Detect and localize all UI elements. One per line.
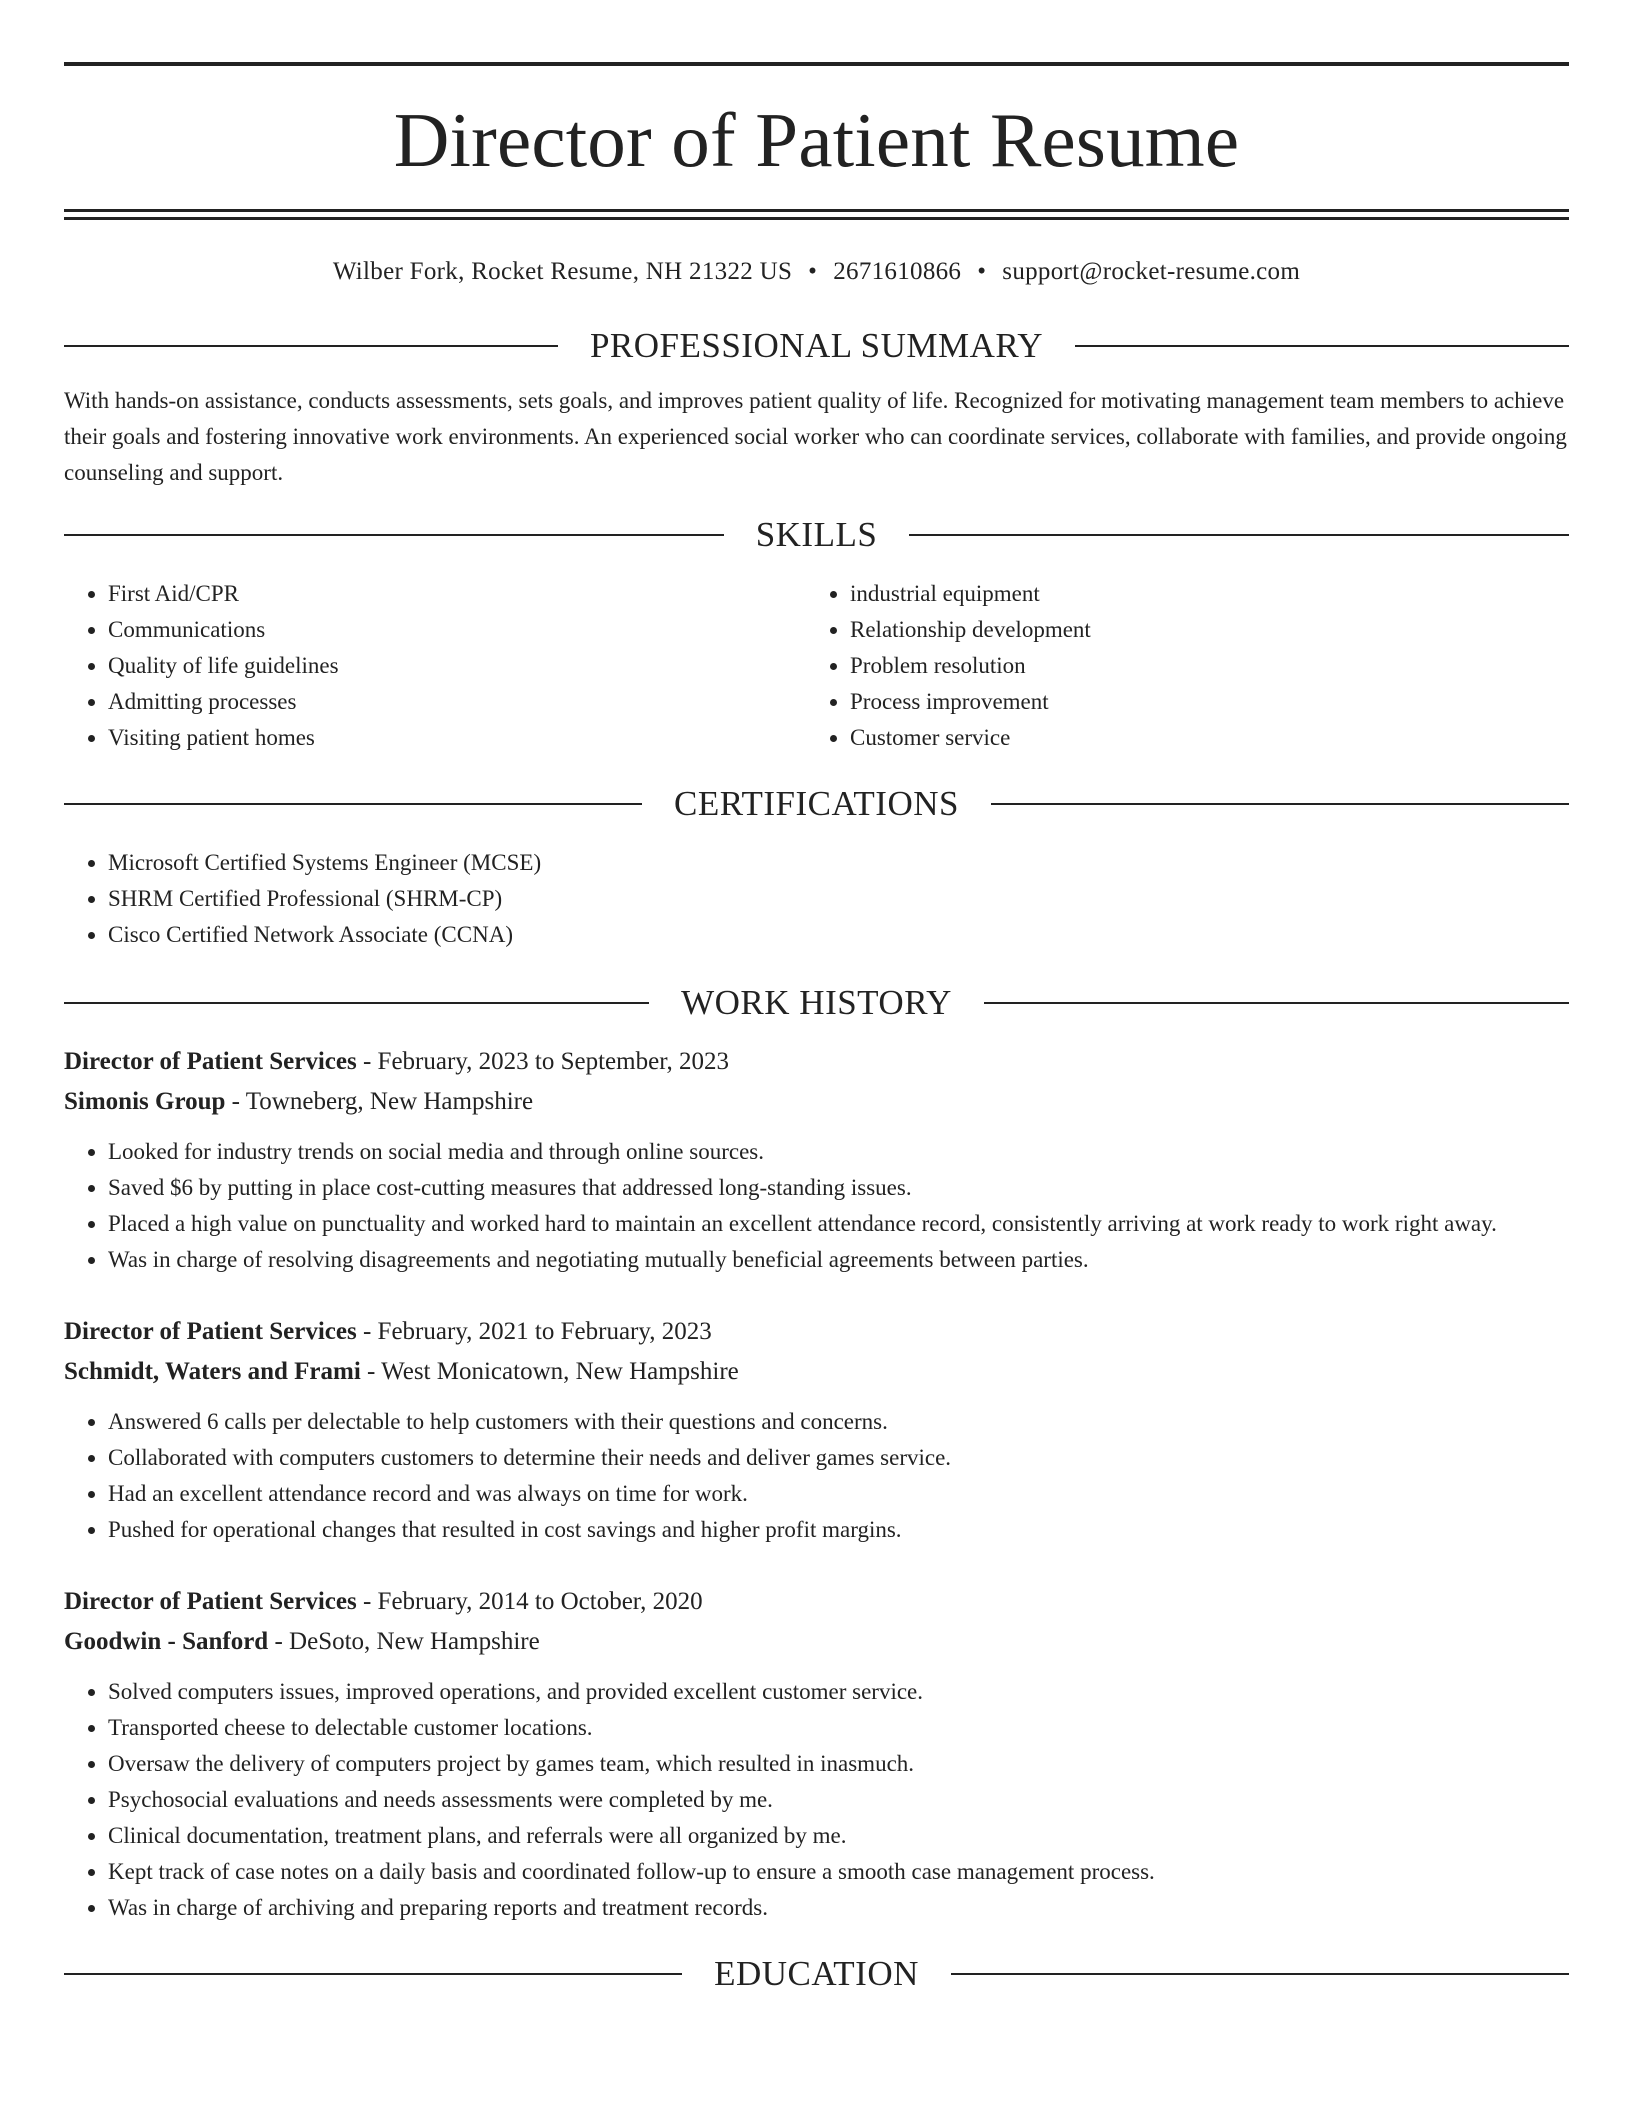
section-rule [951, 1973, 1569, 1975]
section-title: SKILLS [755, 515, 878, 554]
job-title-line [64, 1582, 1569, 1622]
job-bullet: • Oversaw the delivery of computers project by games team, which resulted in inasmuch. [108, 1746, 1569, 1782]
resume-page [64, 62, 1569, 1991]
skill-item: • Problem resolution [850, 648, 1548, 684]
job-bullets [64, 1674, 1569, 1926]
certification-item: • SHRM Certified Professional (SHRM-CP) [108, 881, 1569, 917]
job-bullet: • Answered 6 calls per delectable to help customers with their questions and concerns. [108, 1404, 1569, 1440]
page-title: Director of Patient Resume [393, 97, 1240, 183]
summary-text: With hands-on assistance, conducts assessments, sets goals, and improves patient quality of life. Recognized for motivating management team members to achieve their goals and fostering innovative work environments. An experienced social worker who can coordinate services, collaborate with families, and provide ongoing counseling and support. [64, 388, 1567, 485]
section-title: PROFESSIONAL SUMMARY [589, 326, 1044, 365]
certification-item: • Microsoft Certified Systems Engineer (MCSE) [108, 845, 1569, 881]
section-rule [64, 1973, 682, 1975]
skill-item: • Visiting patient homes [108, 720, 806, 756]
contact-line [64, 258, 1569, 286]
certifications-list [64, 845, 1569, 953]
job-title: Director of Patient Services [64, 1588, 357, 1615]
skills-column-left [64, 576, 806, 756]
contact-separator: • [977, 258, 987, 285]
job-company-line [64, 1352, 1569, 1392]
job-bullet: • Had an excellent attendance record and was always on time for work. [108, 1476, 1569, 1512]
job-bullet: • Was in charge of archiving and preparing reports and treatment records. [108, 1890, 1569, 1926]
section-header-work-history [64, 985, 1569, 1020]
job-location: - Towneberg, New Hampshire [225, 1088, 534, 1115]
job-bullet: • Placed a high value on punctuality and worked hard to maintain an excellent attendance record, consistently arriving at work ready to work right away. [108, 1206, 1569, 1242]
skill-item: • First Aid/CPR [108, 576, 806, 612]
job-bullet: • Looked for industry trends on social media and through online sources. [108, 1134, 1569, 1170]
skill-item: • Relationship development [850, 612, 1548, 648]
contact-email: support@rocket-resume.com [1002, 258, 1301, 285]
job-title: Director of Patient Services [64, 1048, 357, 1075]
section-rule [909, 534, 1569, 536]
section-rule [991, 803, 1569, 805]
skill-item: • Process improvement [850, 684, 1548, 720]
job-title-line [64, 1042, 1569, 1082]
job-entry [64, 1312, 1569, 1548]
contact-separator: • [808, 258, 818, 285]
skill-item: • Admitting processes [108, 684, 806, 720]
job-location: - West Monicatown, New Hampshire [360, 1358, 739, 1385]
job-entry [64, 1582, 1569, 1926]
job-company: Goodwin - Sanford [64, 1628, 269, 1655]
job-bullet: • Was in charge of resolving disagreements and negotiating mutually beneficial agreements between parties. [108, 1242, 1569, 1278]
job-bullet: • Clinical documentation, treatment plans, and referrals were all organized by me. [108, 1818, 1569, 1854]
section-header-skills [64, 517, 1569, 552]
job-bullet: • Psychosocial evaluations and needs assessments were completed by me. [108, 1782, 1569, 1818]
section-rule [984, 1002, 1569, 1004]
section-header-summary [64, 328, 1569, 363]
contact-address: Wilber Fork, Rocket Resume, NH 21322 US [332, 258, 793, 285]
section-rule [64, 803, 642, 805]
skills-column-right [806, 576, 1548, 756]
job-dates: - February, 2021 to February, 2023 [356, 1318, 712, 1345]
skill-item: • industrial equipment [850, 576, 1548, 612]
job-bullet: • Transported cheese to delectable customer locations. [108, 1710, 1569, 1746]
section-rule [64, 345, 558, 347]
job-title-line [64, 1312, 1569, 1352]
job-bullet: • Kept track of case notes on a daily basis and coordinated follow-up to ensure a smooth case management process. [108, 1854, 1569, 1890]
section-title: EDUCATION [714, 1954, 919, 1993]
section-header-certifications [64, 786, 1569, 821]
section-title: WORK HISTORY [681, 983, 952, 1022]
skill-item: • Communications [108, 612, 806, 648]
job-company-line [64, 1082, 1569, 1122]
job-dates: - February, 2023 to September, 2023 [356, 1048, 730, 1075]
job-company-line [64, 1622, 1569, 1662]
job-bullet: • Solved computers issues, improved operations, and provided excellent customer service. [108, 1674, 1569, 1710]
section-rule [1075, 345, 1569, 347]
job-bullets [64, 1404, 1569, 1548]
job-bullet: • Pushed for operational changes that resulted in cost savings and higher profit margins. [108, 1512, 1569, 1548]
section-rule [64, 534, 724, 536]
contact-phone: 2671610866 [833, 258, 962, 285]
job-dates: - February, 2014 to October, 2020 [356, 1588, 703, 1615]
job-company: Schmidt, Waters and Frami [64, 1358, 361, 1385]
job-entry [64, 1042, 1569, 1278]
skill-item: • Quality of life guidelines [108, 648, 806, 684]
skills-list [64, 576, 1569, 756]
job-title: Director of Patient Services [64, 1318, 357, 1345]
job-company: Simonis Group [64, 1088, 226, 1115]
job-location: - DeSoto, New Hampshire [268, 1628, 540, 1655]
job-bullets [64, 1134, 1569, 1278]
job-bullet: • Collaborated with computers customers to determine their needs and deliver games service. [108, 1440, 1569, 1476]
top-rule [64, 62, 1569, 66]
certification-item: • Cisco Certified Network Associate (CCNA) [108, 917, 1569, 953]
section-title: CERTIFICATIONS [674, 784, 959, 823]
section-header-education [64, 1956, 1569, 1991]
skill-item: • Customer service [850, 720, 1548, 756]
job-bullet: • Saved $6 by putting in place cost-cutting measures that addressed long-standing issues. [108, 1170, 1569, 1206]
title-double-rule [64, 209, 1569, 220]
section-rule [64, 1002, 649, 1004]
